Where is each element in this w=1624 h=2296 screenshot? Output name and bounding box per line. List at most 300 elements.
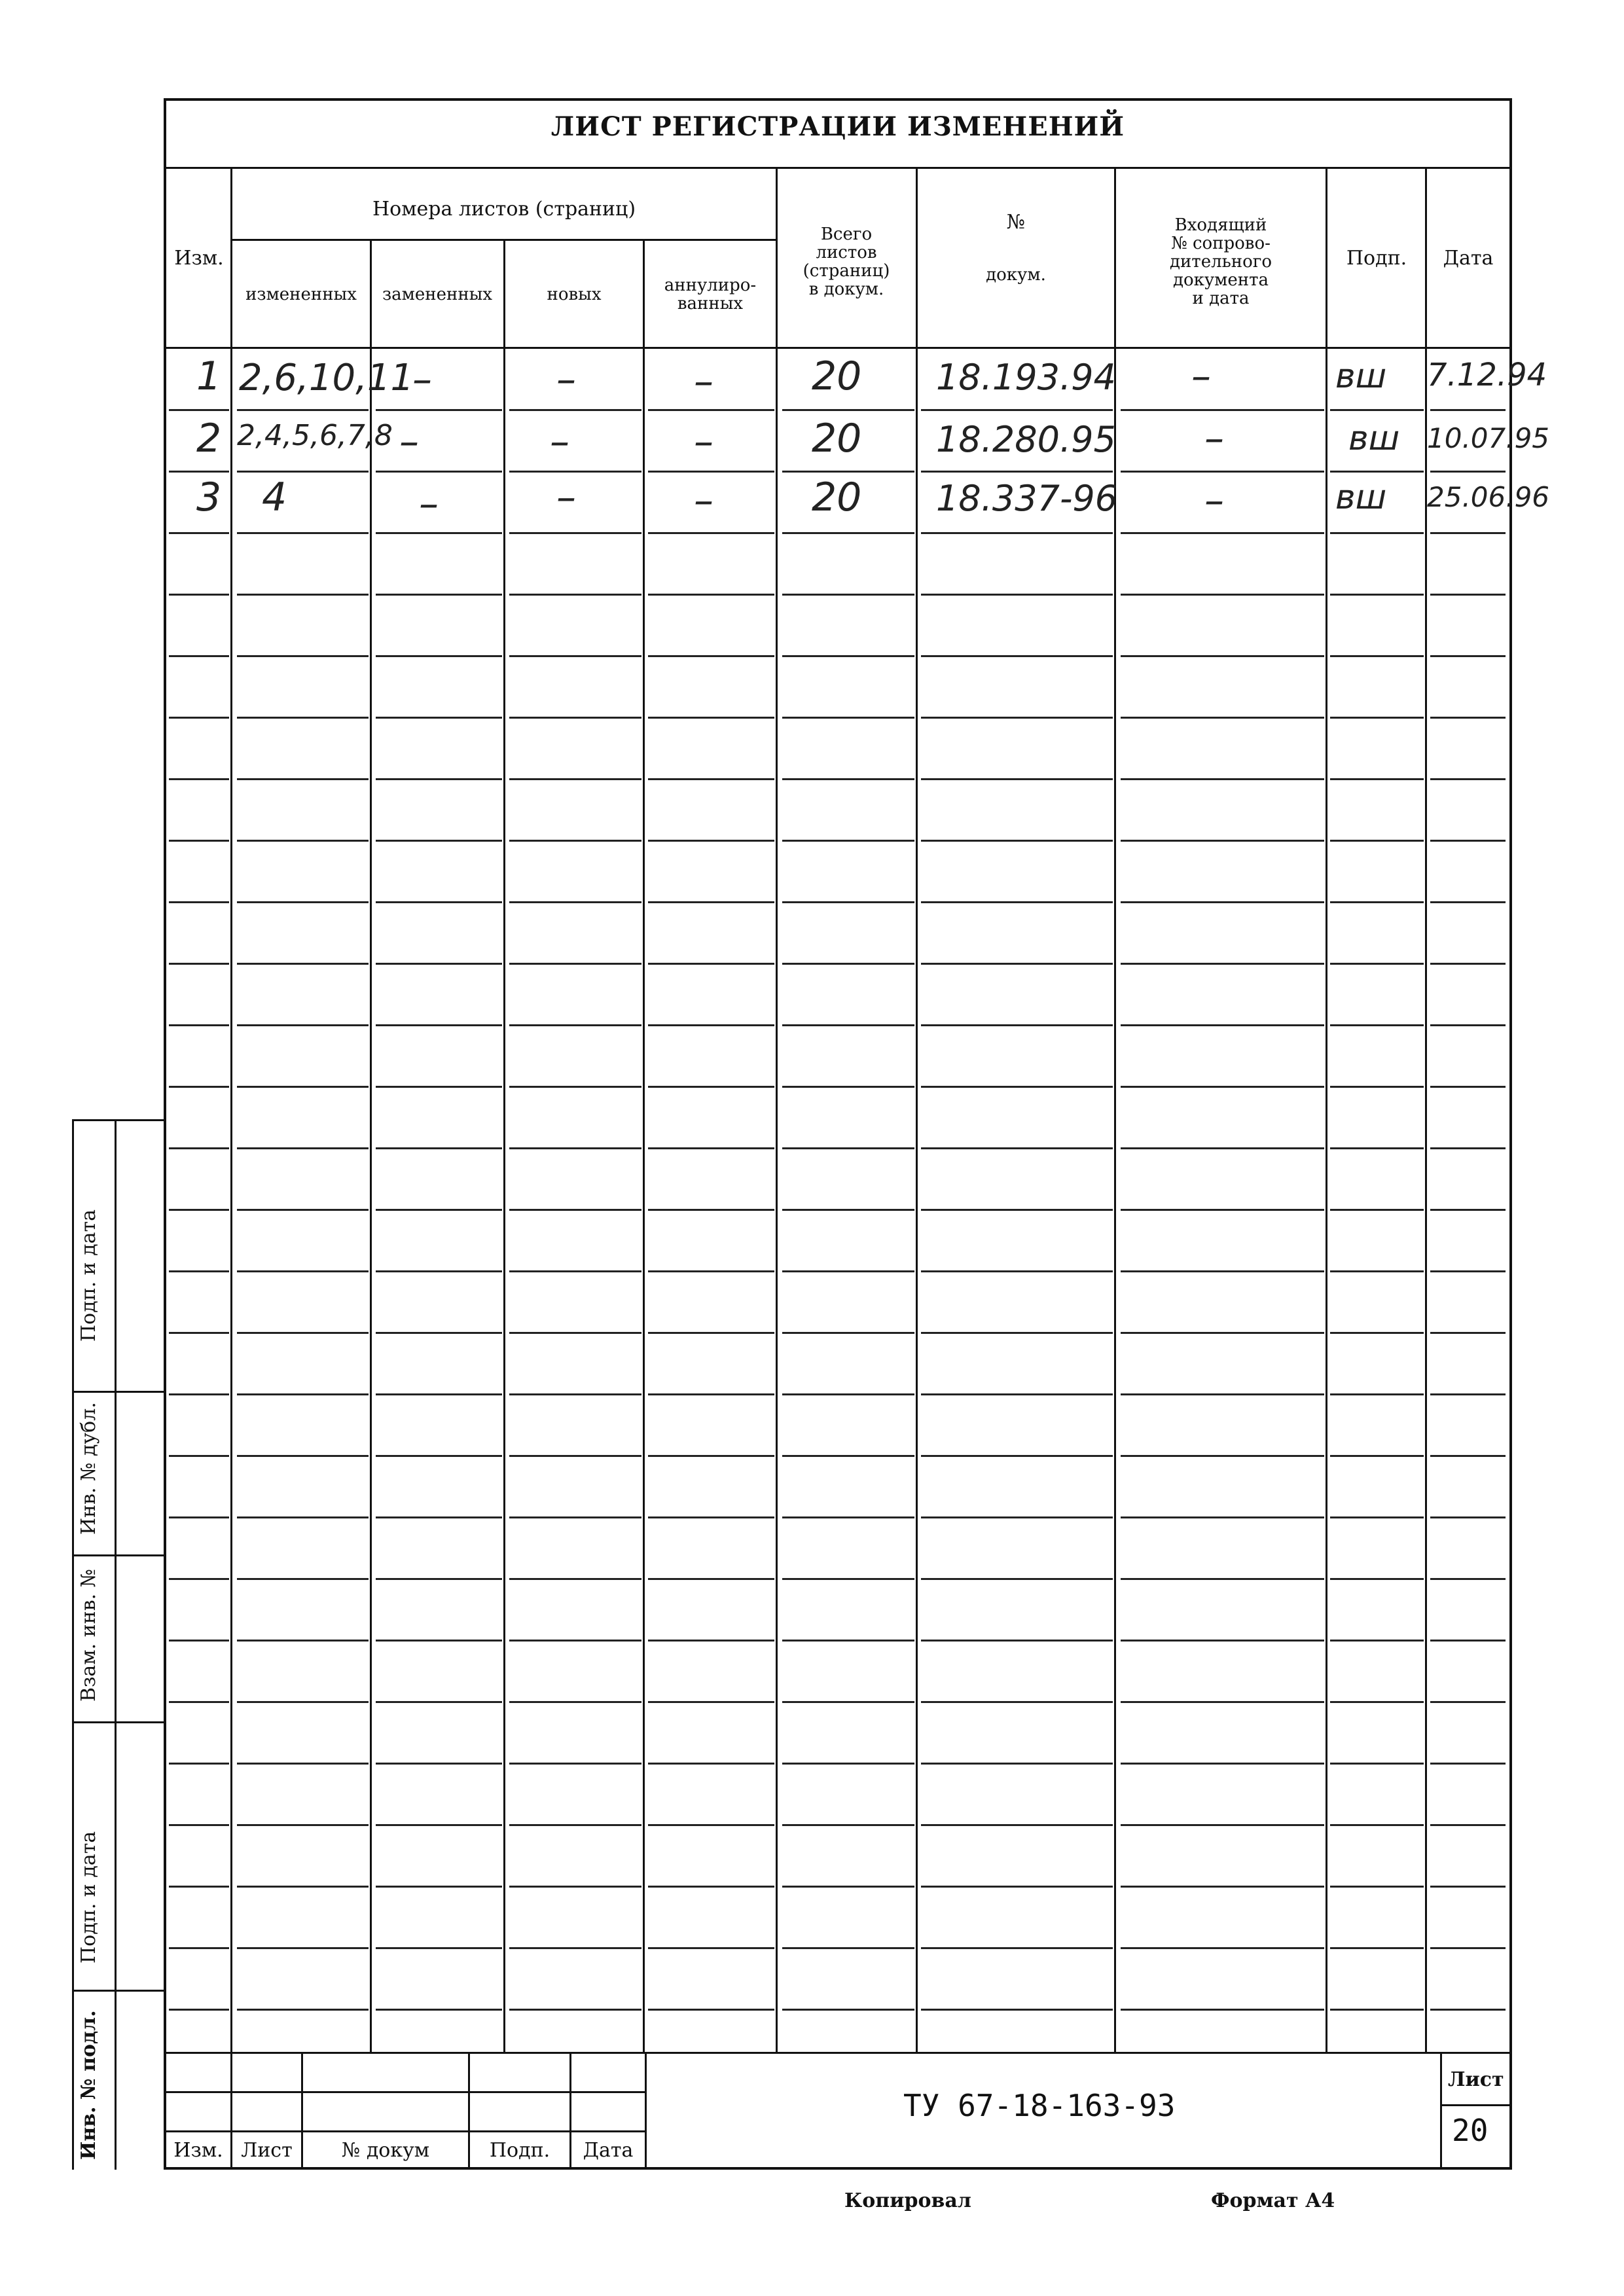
row-rule xyxy=(509,1393,641,1395)
row-rule xyxy=(169,594,229,596)
row-rule xyxy=(782,840,914,842)
header-zamenennyh: замененных xyxy=(382,285,493,304)
row-rule xyxy=(782,778,914,780)
side-label-podp-data-2: Подп. и дата xyxy=(77,1831,100,1964)
row-rule xyxy=(1121,1024,1324,1026)
row-rule xyxy=(376,717,502,719)
row-rule xyxy=(782,1640,914,1641)
row-rule xyxy=(1430,1024,1506,1026)
row-rule xyxy=(648,1763,774,1765)
row-rule xyxy=(509,778,641,780)
row-rule xyxy=(1430,1393,1506,1395)
row-rule xyxy=(169,963,229,965)
row-rule xyxy=(1330,1763,1424,1765)
row-rule xyxy=(648,778,774,780)
row-rule xyxy=(648,1824,774,1826)
row-rule xyxy=(921,1516,1113,1518)
row-rule xyxy=(509,594,641,596)
page-title: ЛИСТ РЕГИСТРАЦИИ ИЗМЕНЕНИЙ xyxy=(550,111,1125,142)
row-rule xyxy=(648,594,774,596)
row-rule xyxy=(1330,655,1424,657)
stamp-row-2 xyxy=(164,2130,645,2132)
row-1-novyh: – xyxy=(556,357,576,403)
row-rule xyxy=(376,1516,502,1518)
row-rule xyxy=(921,717,1113,719)
row-rule xyxy=(921,471,1113,473)
side-label-vzam-inv: Взам. инв. № xyxy=(77,1568,100,1702)
row-rule xyxy=(169,1209,229,1211)
row-rule xyxy=(921,409,1113,411)
row-rule xyxy=(1121,1209,1324,1211)
stamp-row-1 xyxy=(164,2091,645,2093)
row-2-annulir: – xyxy=(694,419,713,465)
row-rule xyxy=(648,409,774,411)
row-rule xyxy=(782,1516,914,1518)
row-rule xyxy=(782,1086,914,1088)
row-rule xyxy=(1330,778,1424,780)
row-rule xyxy=(376,655,502,657)
row-rule xyxy=(1430,717,1506,719)
row-rule xyxy=(376,594,502,596)
row-rule xyxy=(376,1086,502,1088)
row-2-izmenennyh: 2,4,5,6,7,8 xyxy=(237,419,393,452)
row-rule xyxy=(509,840,641,842)
row-rule xyxy=(1121,963,1324,965)
row-rule xyxy=(376,1578,502,1580)
row-rule xyxy=(1430,1886,1506,1888)
row-rule xyxy=(1430,471,1506,473)
row-rule xyxy=(1430,1763,1506,1765)
row-rule xyxy=(376,901,502,903)
row-rule xyxy=(921,1947,1113,1949)
row-1-data: 7.12.94 xyxy=(1427,357,1547,393)
row-rule xyxy=(1121,1640,1324,1641)
row-rule xyxy=(1121,1824,1324,1826)
row-rule xyxy=(648,1578,774,1580)
row-rule xyxy=(1330,1886,1424,1888)
row-rule xyxy=(1121,1947,1324,1949)
row-rule xyxy=(1430,1640,1506,1641)
row-rule xyxy=(782,409,914,411)
header-nomer: № xyxy=(1006,211,1026,234)
row-rule xyxy=(1430,963,1506,965)
side-rule-3 xyxy=(72,1554,164,1556)
row-rule xyxy=(509,2009,641,2011)
row-1-vsego: 20 xyxy=(812,353,862,399)
row-rule xyxy=(648,2009,774,2011)
row-rule xyxy=(169,532,229,534)
row-rule xyxy=(169,1640,229,1641)
row-rule xyxy=(921,1455,1113,1457)
row-rule xyxy=(782,1947,914,1949)
row-2-vsego: 20 xyxy=(812,416,862,461)
row-rule xyxy=(376,1332,502,1334)
header-annulir: аннулиро- ванных xyxy=(664,276,757,314)
sheet-label: Лист xyxy=(1448,2068,1504,2091)
row-rule xyxy=(1121,1886,1324,1888)
row-rule xyxy=(921,655,1113,657)
row-rule xyxy=(648,1640,774,1641)
row-rule xyxy=(509,655,641,657)
row-rule xyxy=(509,1763,641,1765)
row-rule xyxy=(1430,1147,1506,1149)
row-rule xyxy=(1121,471,1324,473)
row-rule xyxy=(921,1332,1113,1334)
row-rule xyxy=(237,1393,369,1395)
row-rule xyxy=(1121,1578,1324,1580)
row-rule xyxy=(1430,1701,1506,1703)
row-rule xyxy=(237,963,369,965)
row-rule xyxy=(237,1270,369,1272)
row-rule xyxy=(1330,1516,1424,1518)
row-rule xyxy=(237,1640,369,1641)
row-3-annulir: – xyxy=(694,478,713,524)
row-rule xyxy=(648,1947,774,1949)
row-3-izmenennyh: 4 xyxy=(262,475,287,520)
title-rule xyxy=(164,167,1512,169)
row-rule xyxy=(237,1516,369,1518)
row-rule xyxy=(237,1763,369,1765)
row-rule xyxy=(1430,594,1506,596)
header-izmenennyh: измененных xyxy=(245,285,357,304)
row-rule xyxy=(169,1947,229,1949)
row-rule xyxy=(376,1947,502,1949)
row-rule xyxy=(1330,963,1424,965)
row-rule xyxy=(782,717,914,719)
row-rule xyxy=(782,1455,914,1457)
row-rule xyxy=(782,1701,914,1703)
row-rule xyxy=(648,1209,774,1211)
row-rule xyxy=(1330,1209,1424,1211)
row-rule xyxy=(169,1701,229,1703)
row-1-izm: 1 xyxy=(196,353,222,399)
row-rule xyxy=(1430,1332,1506,1334)
row-rule xyxy=(237,778,369,780)
side-strip-left xyxy=(72,1119,74,2170)
stamp-sheet-rule xyxy=(1440,2104,1512,2106)
header-vhod: Входящий № сопрово- дительного документа и дата xyxy=(1169,215,1272,308)
row-rule xyxy=(921,1640,1113,1641)
row-rule xyxy=(648,532,774,534)
row-2-dokum: 18.280.95 xyxy=(936,419,1116,460)
row-rule xyxy=(237,840,369,842)
row-rule xyxy=(921,594,1113,596)
row-rule xyxy=(1430,778,1506,780)
row-rule xyxy=(648,1516,774,1518)
row-rule xyxy=(921,901,1113,903)
row-rule xyxy=(169,1332,229,1334)
row-2-podp: вш xyxy=(1348,419,1400,458)
row-rule xyxy=(1330,1701,1424,1703)
row-rule xyxy=(782,1763,914,1765)
row-rule xyxy=(648,717,774,719)
header-data: Дата xyxy=(1443,247,1494,270)
row-rule xyxy=(509,1578,641,1580)
row-rule xyxy=(509,1209,641,1211)
row-1-vhod: – xyxy=(1191,353,1211,399)
row-rule xyxy=(1330,2009,1424,2011)
header-dokum: докум. xyxy=(986,265,1046,285)
row-rule xyxy=(1430,1086,1506,1088)
row-rule xyxy=(376,778,502,780)
row-rule xyxy=(1121,1270,1324,1272)
row-rule xyxy=(1330,1578,1424,1580)
row-rule xyxy=(509,1701,641,1703)
row-rule xyxy=(782,963,914,965)
row-rule xyxy=(648,840,774,842)
row-rule xyxy=(782,1578,914,1580)
footer-copied: Копировал xyxy=(844,2189,971,2212)
row-rule xyxy=(1330,1947,1424,1949)
stamp-col-6 xyxy=(1440,2052,1442,2170)
row-rule xyxy=(1430,1270,1506,1272)
row-rule xyxy=(237,471,369,473)
header-bottom-rule xyxy=(164,347,1512,349)
row-rule xyxy=(782,1332,914,1334)
side-rule-2 xyxy=(72,1391,164,1393)
row-rule xyxy=(509,963,641,965)
row-rule xyxy=(376,471,502,473)
row-2-izm: 2 xyxy=(196,416,222,461)
row-rule xyxy=(237,901,369,903)
header-nomera-group: Номера листов (страниц) xyxy=(372,198,636,221)
row-rule xyxy=(1430,532,1506,534)
row-3-dokum: 18.337-96 xyxy=(936,478,1118,519)
row-rule xyxy=(782,2009,914,2011)
row-2-zamenennyh: – xyxy=(399,419,419,465)
row-1-podp: вш xyxy=(1335,357,1387,396)
side-strip-mid xyxy=(115,1119,117,2170)
row-rule xyxy=(921,1393,1113,1395)
row-rule xyxy=(1430,1947,1506,1949)
side-label-inv-dubl: Инв. № дубл. xyxy=(77,1402,100,1535)
row-rule xyxy=(921,963,1113,965)
row-1-annulir: – xyxy=(694,359,713,404)
row-rule xyxy=(376,409,502,411)
row-rule xyxy=(169,1086,229,1088)
row-rule xyxy=(921,1701,1113,1703)
header-izm: Изм. xyxy=(174,247,224,270)
row-3-izm: 3 xyxy=(196,475,222,520)
header-vsego: Всего листов (страниц) в докум. xyxy=(803,224,890,299)
row-rule xyxy=(921,1209,1113,1211)
row-rule xyxy=(782,1270,914,1272)
row-rule xyxy=(648,1332,774,1334)
row-rule xyxy=(237,409,369,411)
row-rule xyxy=(169,1763,229,1765)
row-rule xyxy=(376,1209,502,1211)
row-rule xyxy=(648,1393,774,1395)
row-rule xyxy=(376,1763,502,1765)
row-rule xyxy=(648,1701,774,1703)
row-rule xyxy=(1430,1824,1506,1826)
row-rule xyxy=(509,1455,641,1457)
side-rule-1 xyxy=(72,1119,164,1121)
row-1-dokum: 18.193.94 xyxy=(936,357,1116,398)
row-rule xyxy=(1430,840,1506,842)
row-rule xyxy=(1121,1147,1324,1149)
row-2-vhod: – xyxy=(1204,416,1224,461)
row-rule xyxy=(169,840,229,842)
row-rule xyxy=(782,901,914,903)
row-rule xyxy=(509,532,641,534)
row-rule xyxy=(648,1147,774,1149)
row-rule xyxy=(376,1640,502,1641)
side-label-podp-data-1: Подп. и дата xyxy=(77,1209,100,1342)
row-rule xyxy=(169,1270,229,1272)
row-rule xyxy=(648,963,774,965)
row-rule xyxy=(237,655,369,657)
row-rule xyxy=(237,532,369,534)
col-line-2 xyxy=(370,239,372,2052)
row-rule xyxy=(237,1209,369,1211)
row-rule xyxy=(169,901,229,903)
row-rule xyxy=(648,1270,774,1272)
row-rule xyxy=(376,1824,502,1826)
row-1-izmenennyh: 2,6,10,11 xyxy=(239,357,414,399)
row-rule xyxy=(169,1455,229,1457)
row-rule xyxy=(921,2009,1113,2011)
row-rule xyxy=(648,1455,774,1457)
row-rule xyxy=(509,1886,641,1888)
row-3-vhod: – xyxy=(1204,478,1224,524)
sheet-number: 20 xyxy=(1452,2113,1489,2148)
row-rule xyxy=(1121,1393,1324,1395)
row-rule xyxy=(1330,1393,1424,1395)
header-podp: Подп. xyxy=(1346,247,1407,270)
row-rule xyxy=(1121,1516,1324,1518)
row-rule xyxy=(169,409,229,411)
row-rule xyxy=(782,1393,914,1395)
row-rule xyxy=(921,1086,1113,1088)
row-rule xyxy=(376,1147,502,1149)
row-rule xyxy=(237,1947,369,1949)
row-rule xyxy=(1330,1147,1424,1149)
row-rule xyxy=(376,2009,502,2011)
row-rule xyxy=(921,1886,1113,1888)
col-line-8 xyxy=(1326,167,1327,2052)
row-rule xyxy=(169,1516,229,1518)
row-rule xyxy=(376,1886,502,1888)
row-rule xyxy=(648,901,774,903)
side-rule-4 xyxy=(72,1721,164,1723)
footer-format: Формат А4 xyxy=(1211,2189,1335,2212)
row-rule xyxy=(169,1886,229,1888)
row-rule xyxy=(237,1886,369,1888)
row-rule xyxy=(169,2009,229,2011)
row-rule xyxy=(376,532,502,534)
col-line-5 xyxy=(776,167,778,2052)
row-rule xyxy=(1330,1270,1424,1272)
row-rule xyxy=(921,840,1113,842)
row-rule xyxy=(921,1147,1113,1149)
row-rule xyxy=(1430,1455,1506,1457)
stamp-list: Лист xyxy=(241,2139,293,2162)
row-2-novyh: – xyxy=(550,419,569,465)
row-3-novyh: – xyxy=(556,475,576,520)
row-rule xyxy=(782,1824,914,1826)
row-2-data: 10.07.95 xyxy=(1427,422,1550,454)
row-3-data: 25.06.96 xyxy=(1427,481,1550,513)
row-rule xyxy=(1330,594,1424,596)
row-rule xyxy=(237,1086,369,1088)
stamp-n-dokum: № докум xyxy=(341,2139,430,2162)
row-rule xyxy=(169,717,229,719)
row-rule xyxy=(1121,1763,1324,1765)
row-rule xyxy=(648,655,774,657)
row-rule xyxy=(1121,409,1324,411)
row-rule xyxy=(1121,532,1324,534)
row-3-podp: вш xyxy=(1335,478,1387,517)
row-rule xyxy=(169,1824,229,1826)
row-1-zamenennyh: – xyxy=(412,357,432,403)
col-line-4 xyxy=(643,239,645,2052)
row-rule xyxy=(376,840,502,842)
stamp-podp: Подп. xyxy=(489,2139,550,2162)
row-rule xyxy=(921,1578,1113,1580)
row-rule xyxy=(1330,532,1424,534)
row-rule xyxy=(1430,1209,1506,1211)
row-rule xyxy=(1330,1640,1424,1641)
row-rule xyxy=(376,1701,502,1703)
row-rule xyxy=(237,594,369,596)
row-rule xyxy=(1121,1332,1324,1334)
row-rule xyxy=(1430,901,1506,903)
col-line-3 xyxy=(503,239,505,2052)
stamp-top-rule xyxy=(164,2052,1512,2054)
row-rule xyxy=(648,1024,774,1026)
row-rule xyxy=(237,2009,369,2011)
row-rule xyxy=(509,1332,641,1334)
row-rule xyxy=(169,1578,229,1580)
row-rule xyxy=(648,471,774,473)
row-rule xyxy=(1330,1824,1424,1826)
row-rule xyxy=(782,1147,914,1149)
row-rule xyxy=(1121,1086,1324,1088)
row-rule xyxy=(1430,1578,1506,1580)
row-rule xyxy=(1330,1332,1424,1334)
row-rule xyxy=(376,1270,502,1272)
row-rule xyxy=(237,1332,369,1334)
row-rule xyxy=(921,532,1113,534)
row-rule xyxy=(509,409,641,411)
stamp-col-5 xyxy=(645,2052,647,2170)
row-rule xyxy=(509,1824,641,1826)
row-rule xyxy=(921,1024,1113,1026)
row-rule xyxy=(782,594,914,596)
row-rule xyxy=(782,1209,914,1211)
row-rule xyxy=(782,471,914,473)
row-rule xyxy=(376,963,502,965)
row-rule xyxy=(509,1640,641,1641)
row-rule xyxy=(509,717,641,719)
row-rule xyxy=(509,471,641,473)
col-line-1 xyxy=(230,167,232,2052)
row-rule xyxy=(782,1886,914,1888)
row-rule xyxy=(782,532,914,534)
row-rule xyxy=(648,1086,774,1088)
row-rule xyxy=(921,1763,1113,1765)
header-novyh: новых xyxy=(547,285,602,304)
row-rule xyxy=(1330,840,1424,842)
row-rule xyxy=(509,1516,641,1518)
row-rule xyxy=(237,1455,369,1457)
row-rule xyxy=(237,1701,369,1703)
row-rule xyxy=(509,901,641,903)
row-3-vsego: 20 xyxy=(812,475,862,520)
row-rule xyxy=(1430,2009,1506,2011)
row-rule xyxy=(237,1147,369,1149)
